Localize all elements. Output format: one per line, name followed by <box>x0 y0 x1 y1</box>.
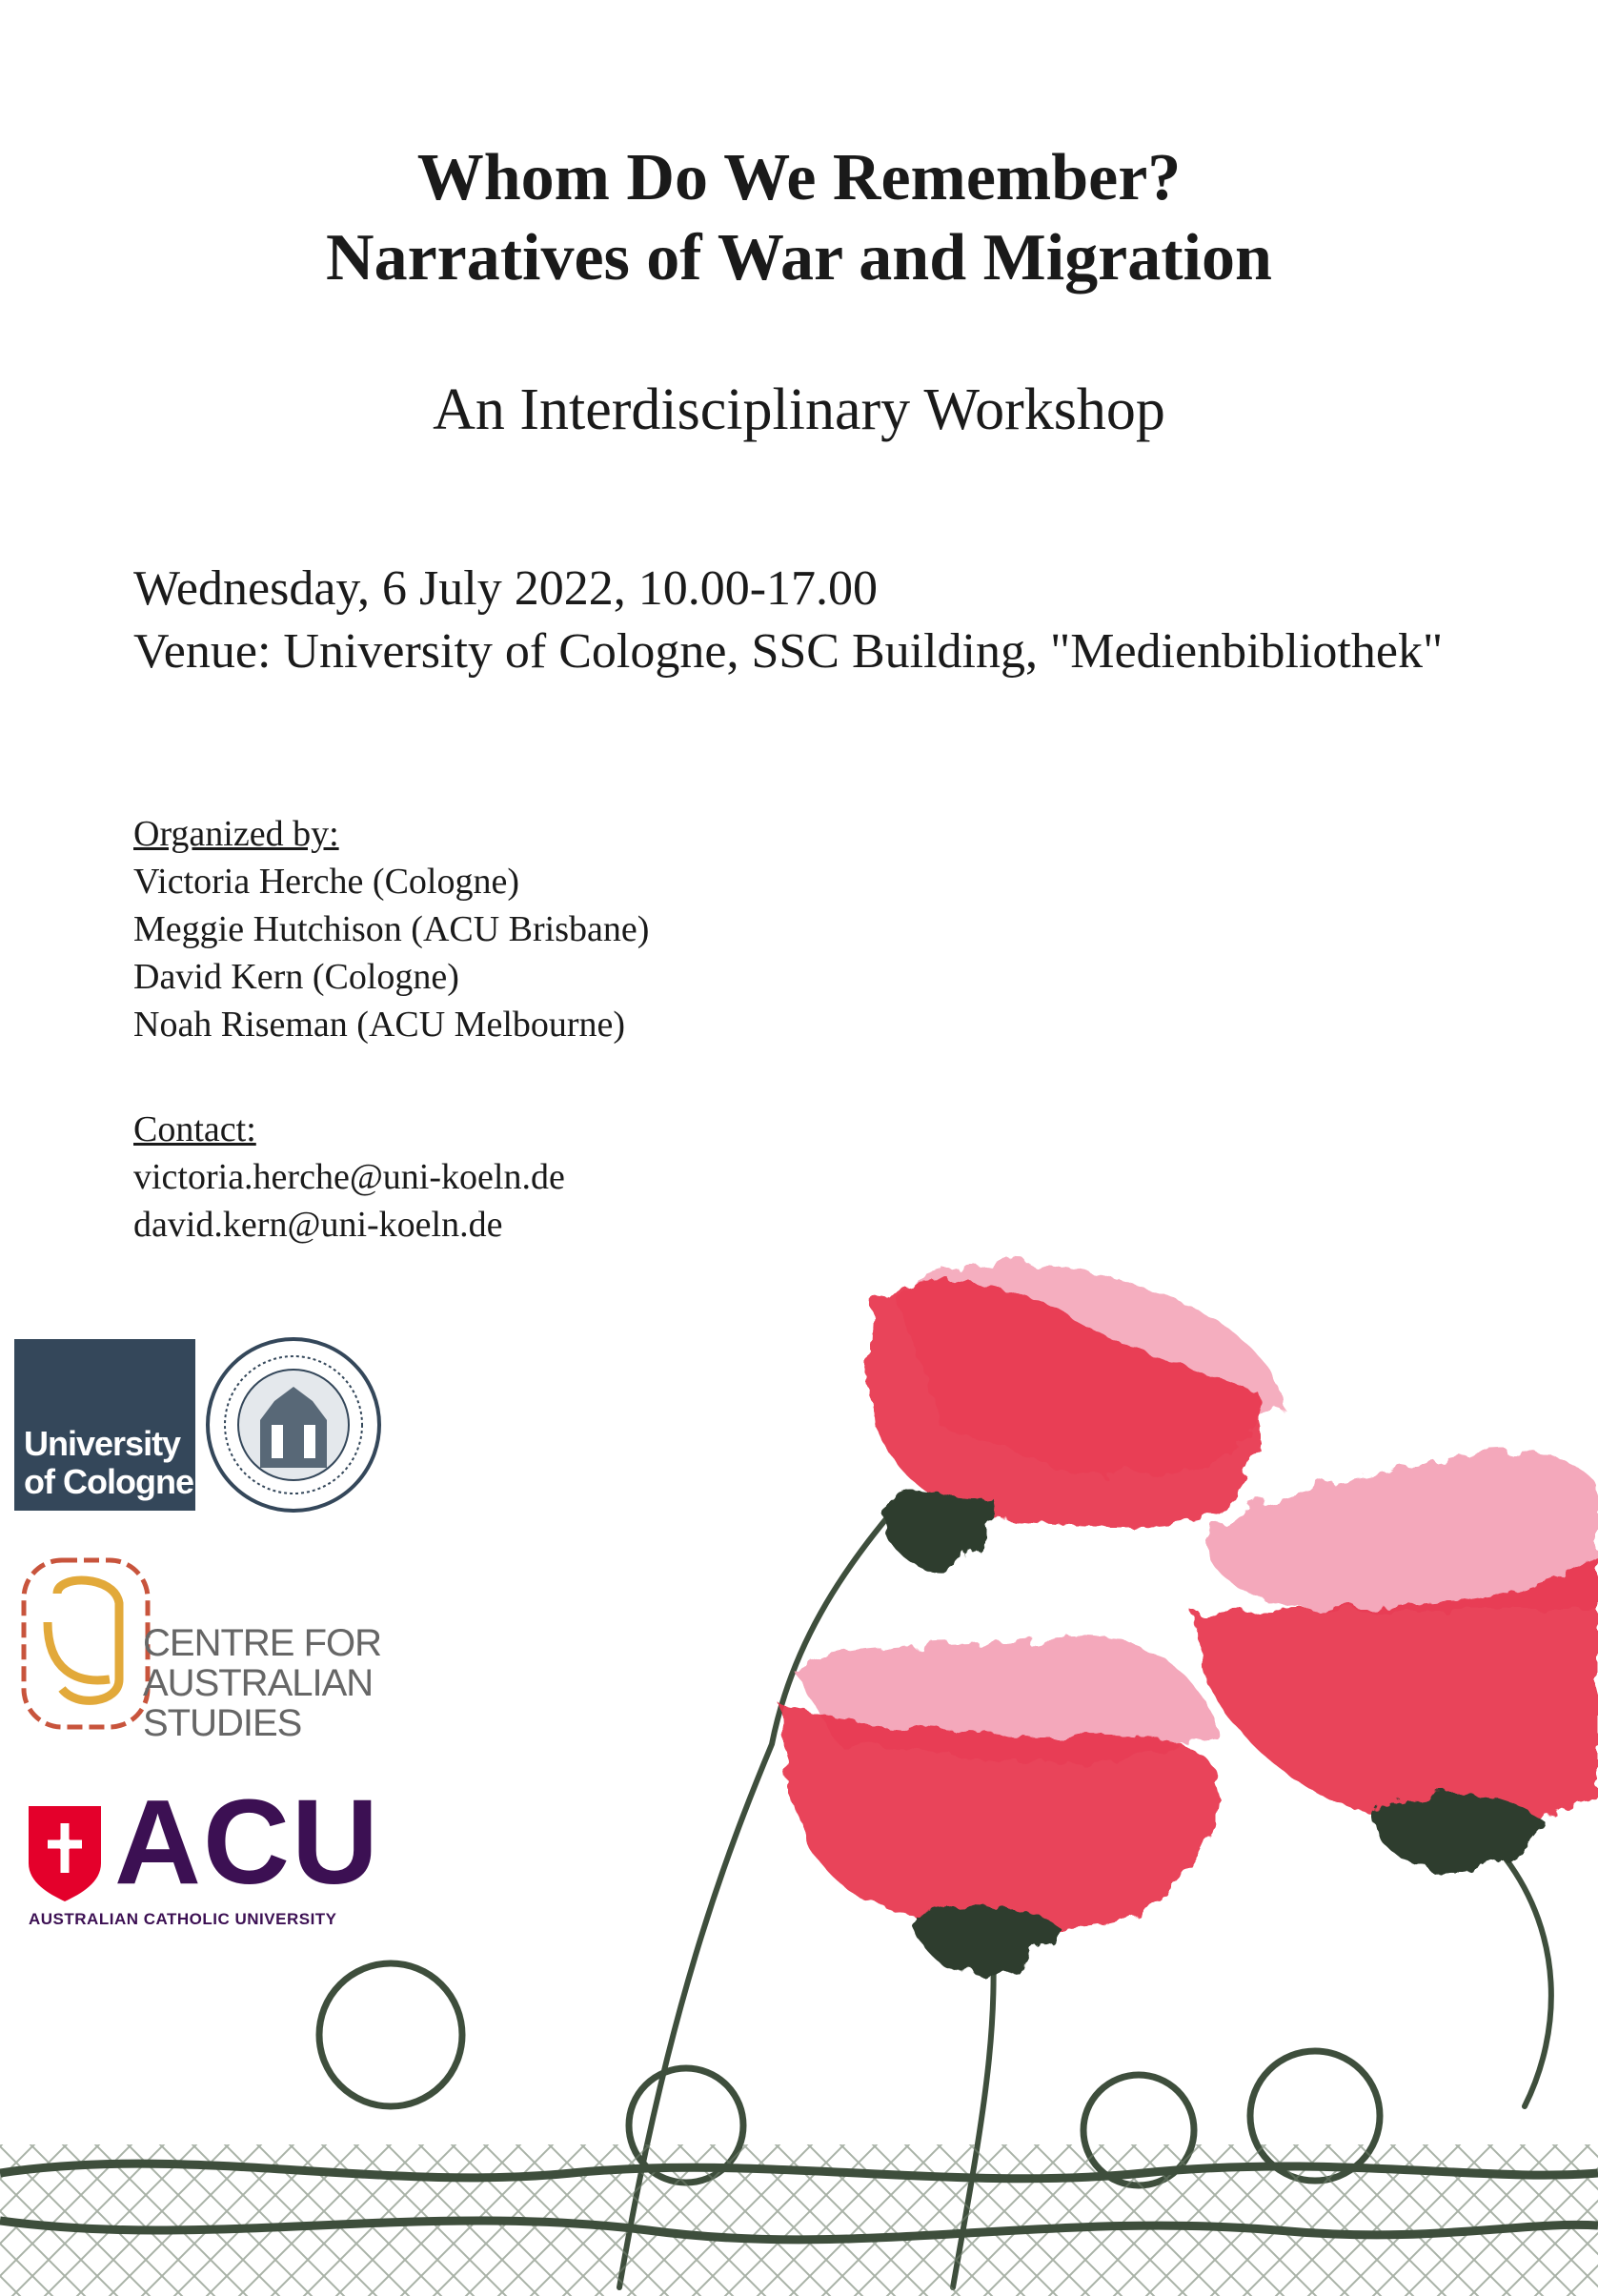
subtitle: An Interdisciplinary Workshop <box>433 377 1165 442</box>
cas-logo-line: STUDIES <box>143 1702 302 1744</box>
cas-logo-line: CENTRE FOR <box>143 1622 381 1664</box>
event-date-time: Wednesday, 6 July 2022, 10.00-17.00 <box>133 561 879 616</box>
poppy-flower <box>1191 1451 1598 1871</box>
organizer-name: David Kern (Cologne) <box>133 957 459 997</box>
organizer-name: Noah Riseman (ACU Melbourne) <box>133 1005 626 1045</box>
cas-logo-line: AUSTRALIAN <box>143 1662 374 1704</box>
contact-email: david.kern@uni-koeln.de <box>133 1205 503 1245</box>
organizer-name: Meggie Hutchison (ACU Brisbane) <box>133 909 650 949</box>
centre-australian-studies-mark-icon <box>19 1555 152 1737</box>
organizers-heading: Organized by: <box>133 814 339 854</box>
event-details <box>133 558 1443 683</box>
poppy-flower <box>781 1637 1220 1975</box>
organizers-section <box>133 810 649 1048</box>
acu-shield-icon <box>29 1806 101 1901</box>
event-venue: Venue: University of Cologne, SSC Building, "Medienbibliothek" <box>133 624 1444 679</box>
university-seal-icon <box>203 1334 384 1515</box>
contact-heading: Contact: <box>133 1109 256 1149</box>
uoc-logo-line: of Cologne <box>24 1462 193 1501</box>
university-of-cologne-logo <box>14 1339 195 1511</box>
acu-wordmark: ACU <box>114 1775 380 1909</box>
title-line-2: Narratives of War and Migration <box>326 221 1272 295</box>
contact-email: victoria.herche@uni-koeln.de <box>133 1157 565 1197</box>
organizer-name: Victoria Herche (Cologne) <box>133 862 519 902</box>
title-line-1: Whom Do We Remember? <box>416 141 1182 214</box>
uoc-logo-line: University <box>24 1424 181 1463</box>
acu-full-name: AUSTRALIAN CATHOLIC UNIVERSITY <box>29 1910 337 1928</box>
centre-australian-studies-logo <box>143 1623 381 1743</box>
